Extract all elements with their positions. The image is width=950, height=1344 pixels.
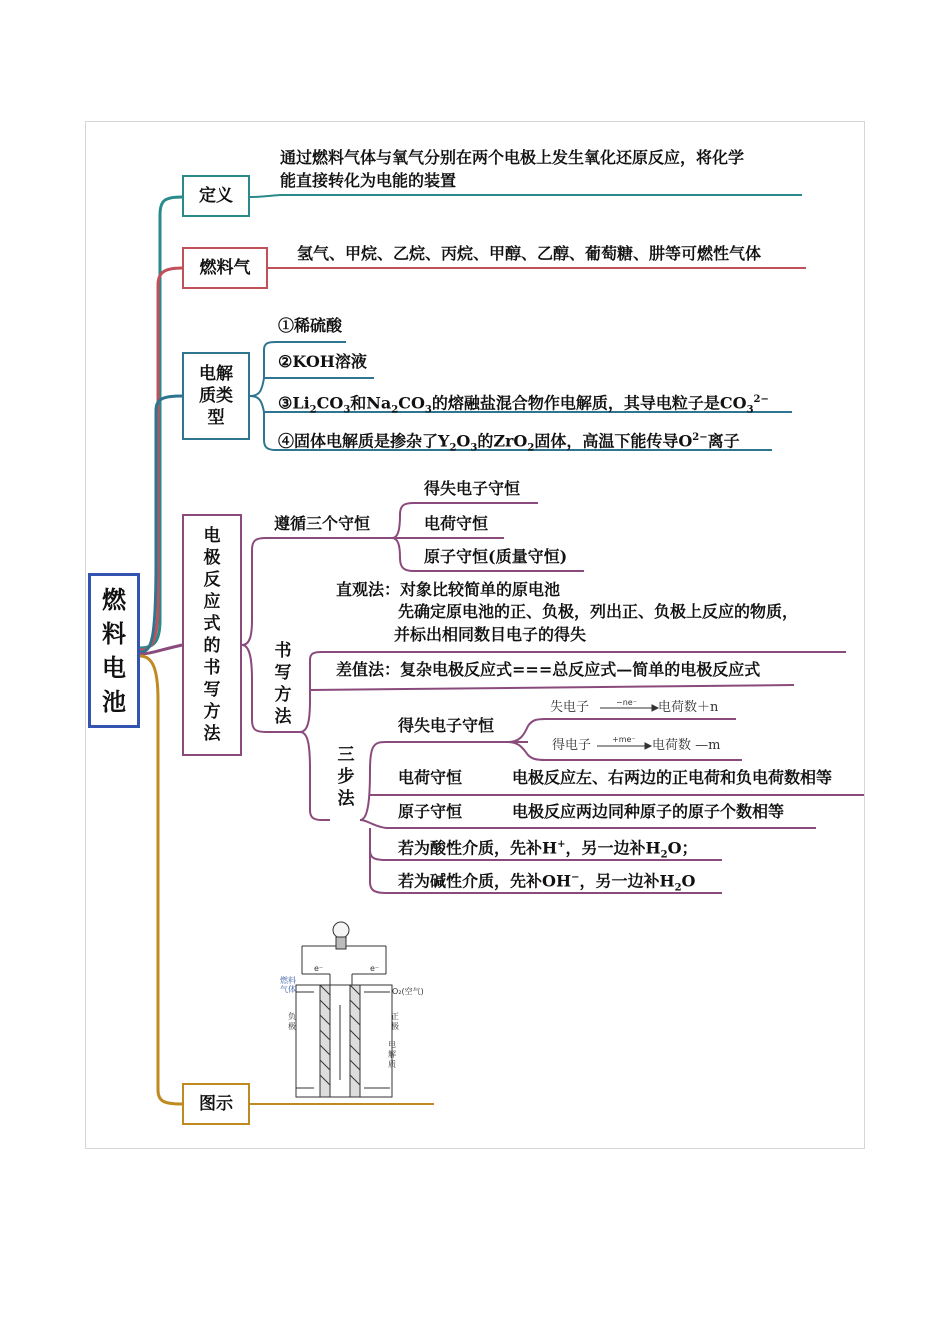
conservation-title: 遵循三个守恒 — [274, 514, 371, 533]
step-atom-title: 原子守恒 — [398, 802, 463, 821]
step-charge-title: 电荷守恒 — [398, 768, 463, 787]
definition-node — [182, 175, 250, 217]
root-node — [88, 573, 140, 728]
definition-text-line2: 能直接转化为电能的装置 — [280, 171, 457, 190]
electron-left-label: e⁻ — [314, 964, 324, 973]
conservation-charge: 电荷守恒 — [424, 514, 489, 533]
illustration-node — [182, 1083, 250, 1125]
fuel-gas-node — [182, 247, 268, 289]
step-charge-text: 电极反应左、右两边的正电荷和负电荷数相等 — [512, 768, 833, 787]
fuel-gas-label: 燃料气 — [199, 258, 251, 278]
conservation-electron: 得失电子守恒 — [424, 479, 521, 498]
gain-arrow-label: +me⁻ — [612, 735, 636, 744]
three-step-label: 三步法 — [337, 745, 355, 809]
lose-arrow-label: −ne⁻ — [616, 698, 637, 707]
oxygen-label: O₂(空气) — [392, 987, 424, 996]
electrode-method-label: 电极反应式的书写方法 — [203, 526, 221, 744]
electrolyte-sketch-label: 电解质 — [388, 1040, 396, 1069]
root-label: 燃料电池 — [102, 584, 126, 716]
lose-result: 电荷数＋n — [658, 700, 719, 715]
electrode-method-node — [182, 514, 242, 756]
definition-text-line1: 通过燃料气体与氧气分别在两个电极上发生氧化还原反应，将化学 — [280, 148, 745, 167]
fuel-cell-illustration — [296, 922, 392, 1097]
electrolyte-item2: ②KOH溶液 — [278, 352, 367, 371]
intuitive-line2: 先确定原电池的正、负极，列出正、负极上反应的物质， — [398, 602, 799, 621]
base-medium: 若为碱性介质，先补OH−，另一边补$H_2O$ — [398, 871, 696, 894]
difference-method: 差值法：复杂电极反应式===总反应式—简单的电极反应式 — [336, 660, 761, 679]
electron-right-label: e⁻ — [370, 964, 380, 973]
intuitive-line3: 并标出相同数目电子的得失 — [394, 625, 587, 644]
electrolyte-node — [182, 352, 250, 440]
electrolyte-item4: ④固体电解质是掺杂了$Y_2O_3$的ZrO$_2$固体，高温下能传导$O^{2-}$离子 — [278, 431, 740, 454]
electrolyte-label: 电解质类型 — [199, 364, 233, 428]
step-electron-title: 得失电子守恒 — [398, 716, 495, 735]
intuitive-line1: 直观法：对象比较简单的原电池 — [336, 580, 561, 599]
positive-electrode-label: 正极 — [391, 1012, 399, 1031]
conservation-atom: 原子守恒(质量守恒) — [424, 547, 568, 566]
illustration-label: 图示 — [199, 1094, 233, 1114]
negative-electrode-label: 负极 — [288, 1012, 296, 1031]
writing-method-label: 书写方法 — [274, 641, 292, 727]
gain-result: 电荷数 —m — [652, 738, 721, 753]
electrolyte-item1: ①稀硫酸 — [278, 316, 343, 335]
electrolyte-item3: $③Li_2CO_3$和$Na_2CO_3$的熔融盐混合物作电解质，其导电粒子是$CO_3^{2-}$ — [278, 393, 769, 416]
step-atom-text: 电极反应两边同种原子的原子个数相等 — [512, 802, 785, 821]
acid-medium: 若为酸性介质，先补H+，另一边补$H_2O$； — [398, 838, 698, 861]
fuel-gas-text: 氢气、甲烷、乙烷、丙烷、甲醇、乙醇、葡萄糖、肼等可燃性气体 — [297, 244, 762, 263]
lose-electron: 失电子 — [550, 700, 590, 715]
gain-electron: 得电子 — [552, 738, 592, 753]
definition-label: 定义 — [199, 186, 233, 206]
fuel-gas-inlet-label: 燃料气体 — [280, 976, 296, 994]
